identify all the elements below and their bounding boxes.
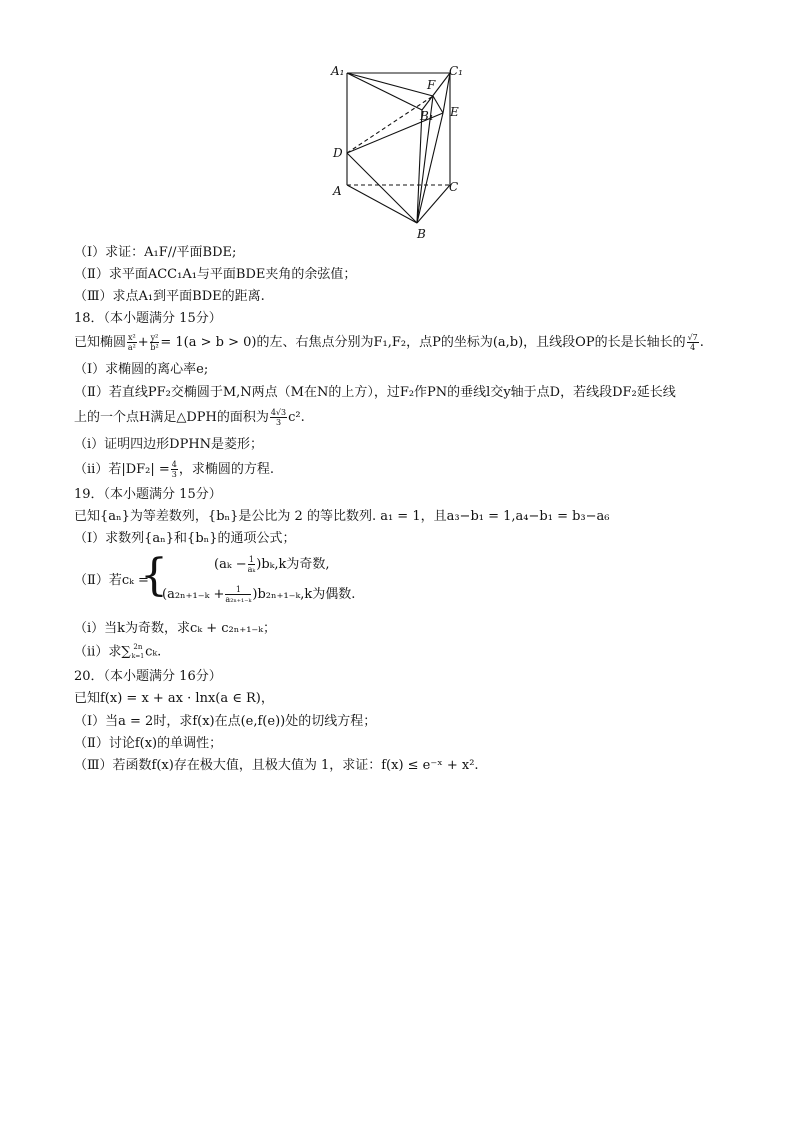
q20-part1: （Ⅰ）当a = 2时，求f(x)在点(e,f(e))处的切线方程； — [74, 714, 377, 729]
piecewise-brace: { — [140, 550, 168, 601]
q17-part3: （Ⅲ）求点A₁到平面BDE的距离. — [74, 289, 265, 304]
case1-frac: $\frac{1}{\text{aₖ}}$ — [247, 555, 256, 574]
label-e: E — [450, 105, 459, 119]
label-a: A — [333, 184, 342, 198]
q19-intro: 已知{aₙ}为等差数列，{bₙ}是公比为 2 的等比数列. a₁ = 1，且a₃−b₁ = 1,a₄−b₁ = b₃−a₆ — [74, 509, 610, 524]
line-a1-f — [347, 73, 433, 96]
q17-part1: （Ⅰ）求证：A₁F//平面BDE; — [74, 245, 237, 260]
label-b1: B₁ — [420, 109, 434, 123]
label-f: F — [427, 78, 436, 92]
area-frac: $\frac{4√3}{3}$ — [270, 408, 287, 427]
line-d-b — [347, 153, 417, 223]
q19-sub1: （i）当k为奇数，求cₖ + c₂ₙ₊₁₋ₖ； — [74, 621, 277, 636]
ellipse-x-frac: $\frac{\text{x²}}{\text{a²}}$ — [127, 333, 136, 352]
sum-limits: 2n k=1 — [131, 643, 145, 660]
df-frac: $\frac{4}{3}$ — [171, 460, 177, 479]
line-e-c1 — [443, 73, 450, 113]
label-c1: C₁ — [449, 64, 463, 78]
q18-part2a: （Ⅱ）若直线PF₂交椭圆于M,N两点（M在N的上方），过F₂作PN的垂线l交y轴于点D，若线段DF₂延长线 — [74, 385, 676, 400]
label-d: D — [333, 146, 343, 160]
label-a1: A₁ — [331, 64, 345, 78]
q19-header: 19．（本小题满分 15分） — [74, 487, 222, 502]
q19-part1: （Ⅰ）求数列{aₙ}和{bₙ}的通项公式； — [74, 531, 296, 546]
q20-part2: （Ⅱ）讨论f(x)的单调性； — [74, 736, 223, 751]
label-c: C — [449, 180, 459, 194]
prism-figure — [325, 58, 475, 243]
label-b: B — [417, 227, 426, 241]
q19-case1: (aₖ − $\frac{1}{\text{aₖ}}$ )bₖ,k为奇数, — [214, 555, 330, 574]
q18-header: 18．（本小题满分 15分） — [74, 311, 222, 326]
edge-a-b — [347, 185, 417, 223]
q18-intro-a: 已知椭圆 — [74, 335, 127, 350]
q19-sub2: （ii）求∑ 2n k=1 cₖ. — [74, 643, 162, 660]
q20-part3: （Ⅲ）若函数f(x)存在极大值，且极大值为 1，求证：f(x) ≤ e⁻ˣ + x². — [74, 758, 479, 773]
ellipse-y-frac: $\frac{\text{y²}}{\text{b²}}$ — [150, 333, 159, 352]
q18-part2b: 上的一个点H满足△DPH的面积为 $\frac{4√3}{3}$ c². — [74, 408, 305, 427]
q18-part1: （Ⅰ）求椭圆的离心率e; — [74, 362, 209, 377]
line-f-e — [433, 96, 443, 113]
q19-part2-label: （Ⅱ）若cₖ = — [74, 573, 149, 588]
q18-intro: 已知椭圆 $\frac{\text{x²}}{\text{a²}}$ + $\frac{\text{y²}}{\text{b²}}$ = 1(a > b > 0)的左、右焦点分别为F₁,F₂，点P的坐标为(a,b)，且线段OP的长是长轴长的 $\frac{√7}{4}$ . — [74, 333, 704, 352]
q20-header: 20．（本小题满分 16分） — [74, 669, 222, 684]
edge-a1-b1 — [347, 73, 422, 110]
case2-frac: $\frac{1}{\text{a₂ₙ₊₁₋ₖ}}$ — [225, 585, 252, 604]
q18-sub2: （ii）若|DF₂| = $\frac{4}{3}$ ，求椭圆的方程. — [74, 460, 274, 479]
q18-intro-b: = 1(a > b > 0)的左、右焦点分别为F₁,F₂，点P的坐标为(a,b)，且线段OP的长是长轴长的 — [160, 335, 686, 350]
q19-case2: (a₂ₙ₊₁₋ₖ + $\frac{1}{\text{a₂ₙ₊₁₋ₖ}}$ )b₂ₙ₊₁₋ₖ,k为偶数. — [162, 585, 356, 604]
q17-part2: （Ⅱ）求平面ACC₁A₁与平面BDE夹角的余弦值； — [74, 267, 357, 282]
q18-sub1: （i）证明四边形DPHN是菱形； — [74, 437, 264, 452]
q20-intro: 已知f(x) = x + ax · lnx(a ∈ R)， — [74, 691, 274, 706]
ratio-frac: $\frac{√7}{4}$ — [687, 333, 698, 352]
